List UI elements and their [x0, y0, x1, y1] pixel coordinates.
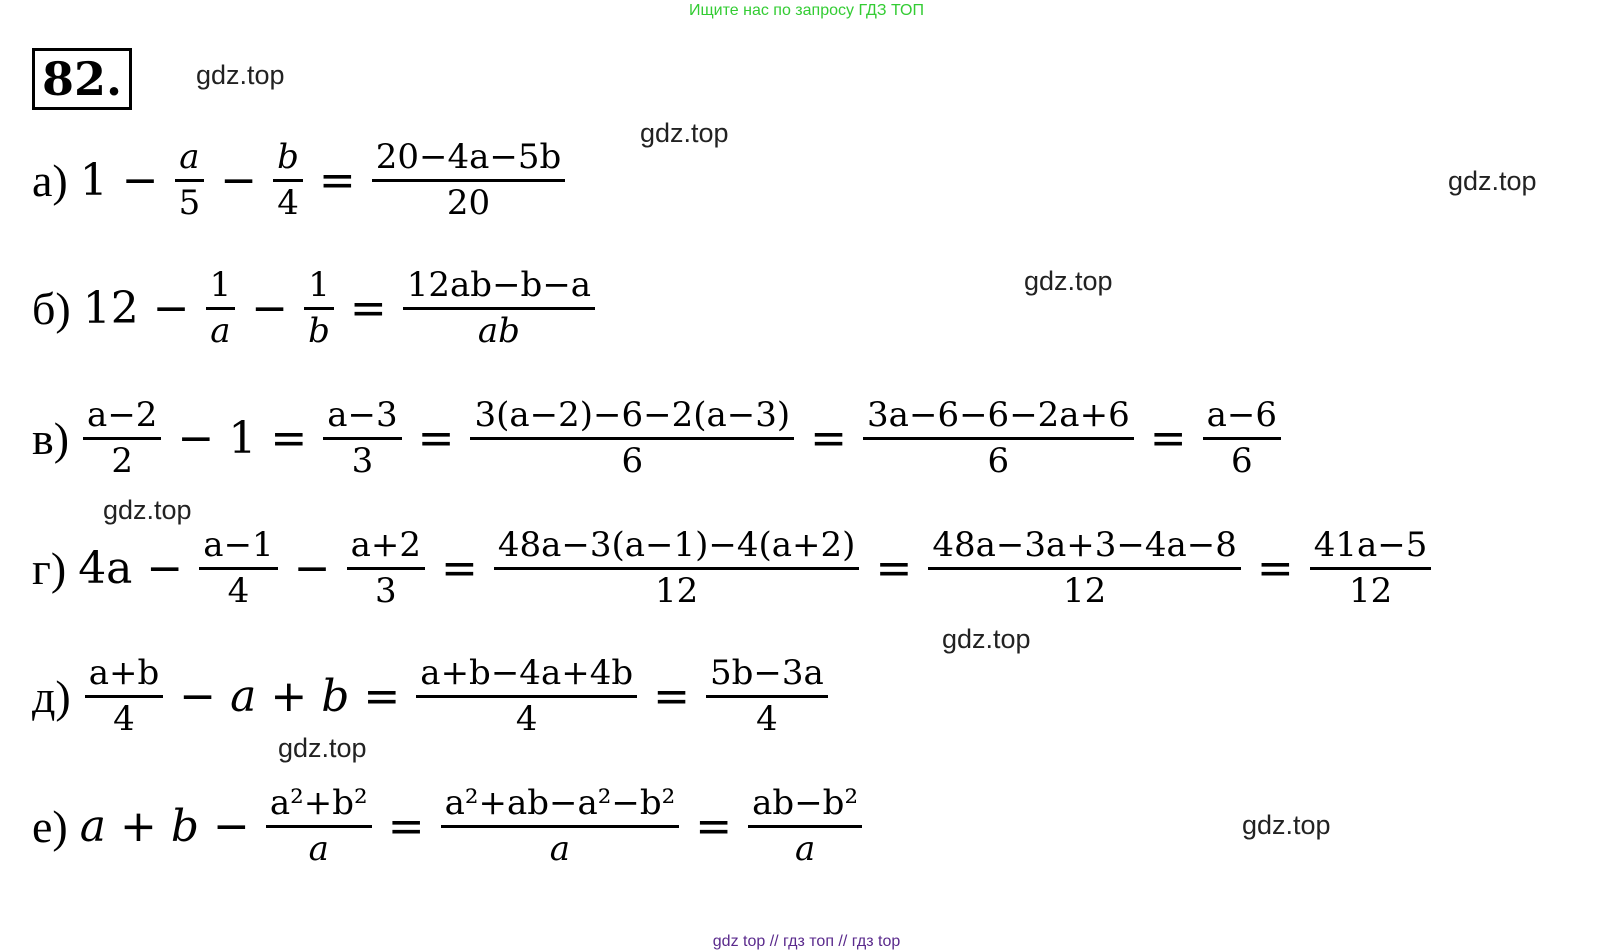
watermark: gdz.top	[1448, 166, 1537, 196]
denominator: 20	[446, 183, 491, 224]
equation-d	[32, 654, 830, 739]
equation-a	[32, 138, 567, 223]
denominator: 12	[1348, 571, 1393, 612]
numerator: 20−4a−5b	[372, 138, 566, 182]
denominator: 6	[987, 441, 1010, 482]
numerator: 1	[206, 266, 236, 310]
numerator: 12ab−b−a	[403, 266, 595, 310]
denominator: 4	[277, 183, 299, 224]
watermark: gdz.top	[1024, 266, 1113, 296]
fraction	[347, 526, 425, 611]
operator: +	[270, 671, 308, 723]
numerator: 3a−6−6−2a+6	[863, 396, 1134, 440]
operator: =	[318, 155, 356, 207]
numerator: 1	[304, 266, 334, 310]
numerator: a−6	[1203, 396, 1281, 440]
denominator: 12	[655, 571, 699, 612]
fraction	[175, 138, 205, 223]
operator: −	[152, 283, 190, 335]
numerator: b	[273, 138, 303, 182]
equation-v	[32, 396, 1283, 481]
operator: −	[146, 543, 184, 595]
denominator: 4	[515, 699, 538, 740]
denominator: 3	[351, 441, 374, 482]
operator: −	[293, 543, 331, 595]
denominator: 12	[1062, 571, 1107, 612]
fraction	[199, 526, 277, 611]
numerator: 41a−5	[1310, 526, 1432, 570]
fraction	[266, 784, 372, 869]
operator: =	[695, 801, 733, 853]
denominator: a	[308, 829, 329, 870]
denominator: a	[210, 311, 231, 352]
denominator: 4	[113, 699, 135, 740]
operator: =	[875, 543, 913, 595]
numerator: a²+b²	[266, 784, 372, 828]
operator: −	[121, 155, 159, 207]
numerator: a−2	[83, 396, 161, 440]
denominator: 5	[178, 183, 201, 224]
operator: =	[1256, 543, 1294, 595]
equation-label: г)	[32, 543, 67, 595]
denominator: 3	[374, 571, 397, 612]
operator: −	[251, 283, 289, 335]
denominator: a	[549, 829, 571, 870]
fraction	[863, 396, 1134, 481]
equation-label: в)	[32, 413, 70, 465]
equation-label: а)	[32, 155, 68, 207]
numerator: a−3	[323, 396, 401, 440]
fraction	[403, 266, 595, 351]
denominator: ab	[477, 311, 520, 352]
equation-g	[32, 526, 1433, 611]
operator: =	[363, 671, 401, 723]
fraction	[706, 654, 828, 739]
operator: =	[440, 543, 478, 595]
term: b	[321, 671, 350, 723]
denominator: b	[308, 311, 330, 352]
equation-b	[32, 266, 597, 351]
watermark: gdz.top	[640, 118, 729, 148]
operator: =	[653, 671, 690, 723]
equation-label: е)	[32, 801, 68, 853]
fraction	[206, 266, 236, 351]
numerator: 48a−3a+3−4a−8	[928, 526, 1241, 570]
term: 1	[228, 413, 257, 465]
term: b	[170, 801, 200, 853]
denominator: 2	[111, 441, 134, 482]
fraction	[1310, 526, 1432, 611]
equation-label: б)	[32, 283, 71, 335]
watermark: gdz.top	[103, 495, 192, 525]
numerator: a+b−4a+4b	[416, 654, 637, 698]
fraction	[748, 784, 862, 869]
numerator: 48a−3(a−1)−4(a+2)	[494, 526, 860, 570]
equation-label: д)	[32, 671, 71, 723]
search-banner: Ищите нас по запросу ГДЗ ТОП	[689, 2, 924, 19]
operator: =	[349, 283, 387, 335]
fraction	[416, 654, 637, 739]
watermark: gdz.top	[1242, 810, 1331, 840]
footer-links: gdz top // гдз топ // гдз top	[712, 933, 901, 950]
term: 1	[79, 155, 108, 207]
numerator: ab−b²	[748, 784, 862, 828]
fraction	[83, 396, 161, 481]
fraction	[470, 396, 794, 481]
operator: −	[220, 155, 258, 207]
fraction	[323, 396, 401, 481]
operator: −	[179, 671, 217, 723]
numerator: a+b	[85, 654, 164, 698]
operator: −	[177, 413, 215, 465]
fraction	[441, 784, 680, 869]
numerator: 3(a−2)−6−2(a−3)	[470, 396, 794, 440]
equation-e	[32, 784, 864, 869]
term: 4a	[78, 543, 133, 595]
operator: =	[387, 801, 425, 853]
fraction	[304, 266, 334, 351]
fraction	[494, 526, 860, 611]
denominator: 4	[756, 699, 778, 740]
operator: =	[1149, 413, 1187, 465]
numerator: a	[175, 138, 203, 182]
watermark: gdz.top	[196, 60, 285, 90]
fraction	[1203, 396, 1281, 481]
fraction	[273, 138, 303, 223]
watermark: gdz.top	[278, 733, 367, 763]
fraction	[928, 526, 1241, 611]
denominator: 6	[1230, 441, 1253, 482]
denominator: 6	[621, 441, 644, 482]
operator: =	[270, 413, 308, 465]
watermark: gdz.top	[942, 624, 1031, 654]
numerator: a−1	[199, 526, 277, 570]
problem-number: 82.	[32, 48, 132, 110]
fraction	[372, 138, 566, 223]
operator: =	[417, 413, 455, 465]
fraction	[85, 654, 164, 739]
operator: =	[810, 413, 848, 465]
numerator: a²+ab−a²−b²	[441, 784, 680, 828]
denominator: 4	[227, 571, 250, 612]
numerator: 5b−3a	[706, 654, 828, 698]
numerator: a+2	[347, 526, 425, 570]
operator: −	[213, 801, 250, 853]
term: a	[230, 671, 257, 723]
denominator: a	[794, 829, 816, 870]
term: a	[79, 801, 106, 853]
term: 12	[82, 283, 139, 335]
operator: +	[119, 801, 157, 853]
